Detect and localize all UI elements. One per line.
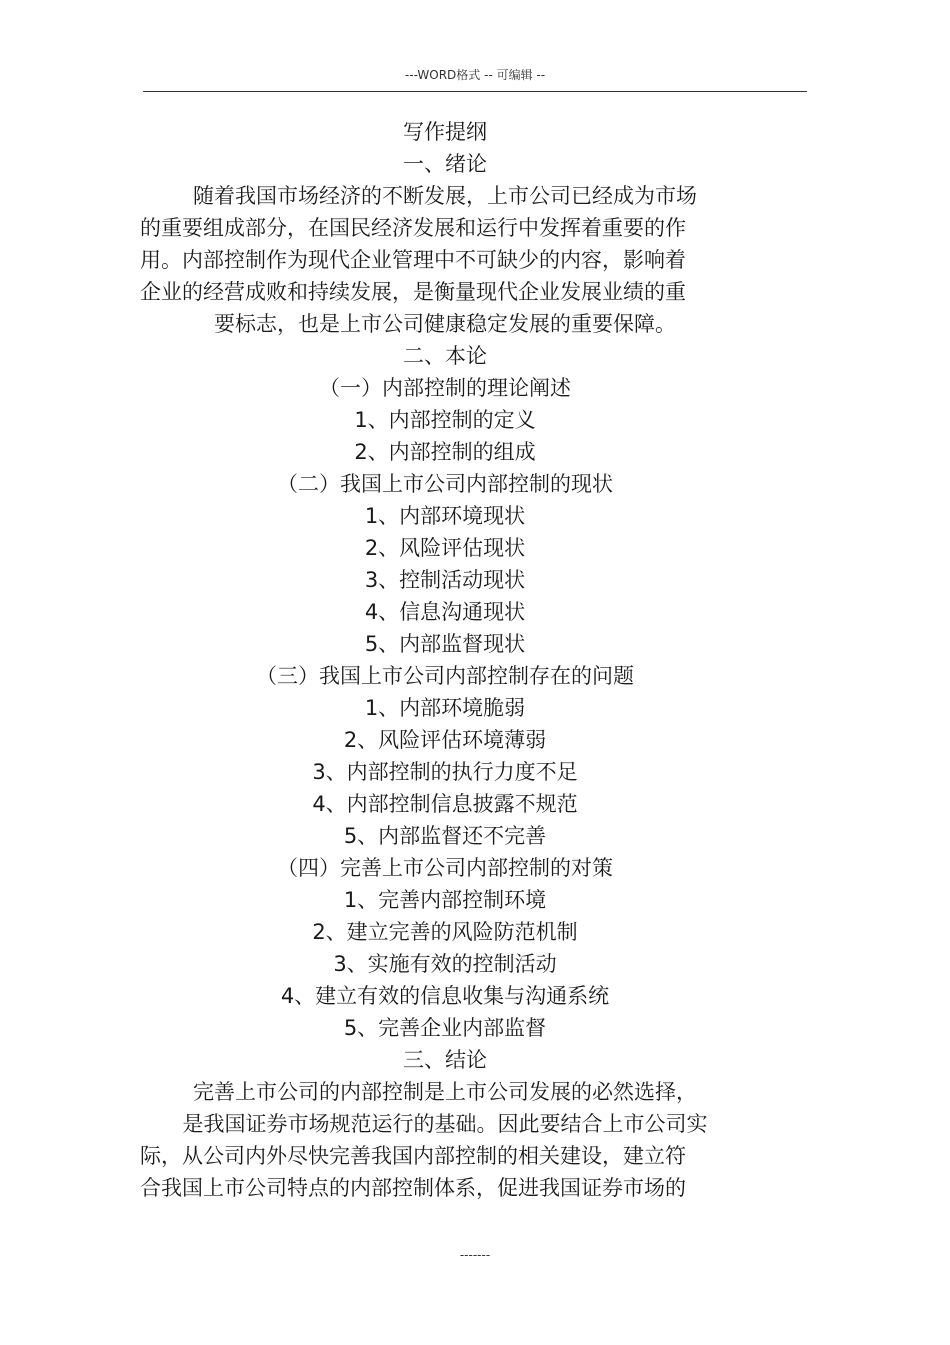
page-footer: ------- xyxy=(459,1248,491,1262)
intro-paragraph-line: 要标志，也是上市公司健康稳定发展的重要保障。 xyxy=(214,312,676,336)
document-title: 写作提纲 xyxy=(403,120,487,144)
outline-item: 4、信息沟通现状 xyxy=(364,600,526,624)
outline-item: 2、风险评估环境薄弱 xyxy=(343,728,547,752)
subsection-heading: （一）内部控制的理论阐述 xyxy=(319,376,571,400)
subsection-heading: （三）我国上市公司内部控制存在的问题 xyxy=(256,664,634,688)
intro-paragraph-line: 的重要组成部分，在国民经济发展和运行中发挥着重要的作 xyxy=(140,216,686,240)
outline-item: 1、内部环境现状 xyxy=(364,504,526,528)
outline-item: 1、完善内部控制环境 xyxy=(343,888,547,912)
section-heading-conclusion: 三、结论 xyxy=(403,1048,487,1072)
section-heading-introduction: 一、绪论 xyxy=(403,152,487,176)
conclusion-paragraph-line: 合我国上市公司特点的内部控制体系，促进我国证券市场的 xyxy=(140,1176,686,1200)
outline-item: 2、建立完善的风险防范机制 xyxy=(312,920,578,944)
intro-paragraph-line: 随着我国市场经济的不断发展，上市公司已经成为市场 xyxy=(193,184,697,208)
section-heading-main-body: 二、本论 xyxy=(403,344,487,368)
outline-item: 1、内部环境脆弱 xyxy=(364,696,526,720)
outline-item: 5、内部监督现状 xyxy=(364,632,526,656)
subsection-heading: （四）完善上市公司内部控制的对策 xyxy=(277,856,613,880)
outline-item: 5、内部监督还不完善 xyxy=(343,824,547,848)
conclusion-paragraph-line: 完善上市公司的内部控制是上市公司发展的必然选择， xyxy=(193,1080,697,1104)
outline-item: 2、风险评估现状 xyxy=(364,536,526,560)
header-rule xyxy=(143,91,807,92)
outline-item: 4、内部控制信息披露不规范 xyxy=(312,792,578,816)
intro-paragraph-line: 企业的经营成败和持续发展，是衡量现代企业发展业绩的重 xyxy=(140,280,686,304)
outline-item: 3、控制活动现状 xyxy=(364,568,526,592)
outline-item: 5、完善企业内部监督 xyxy=(343,1016,547,1040)
outline-item: 1、内部控制的定义 xyxy=(354,408,536,432)
conclusion-paragraph-line: 际，从公司内外尽快完善我国内部控制的相关建设，建立符 xyxy=(140,1144,686,1168)
outline-item: 3、内部控制的执行力度不足 xyxy=(312,760,578,784)
page-header: ---WORD格式 -- 可编辑 -- xyxy=(404,68,546,82)
intro-paragraph-line: 用。内部控制作为现代企业管理中不可缺少的内容，影响着 xyxy=(140,248,686,272)
outline-item: 4、建立有效的信息收集与沟通系统 xyxy=(280,984,610,1008)
outline-item: 2、内部控制的组成 xyxy=(354,440,536,464)
outline-item: 3、实施有效的控制活动 xyxy=(333,952,557,976)
conclusion-paragraph-line: 是我国证券市场规范运行的基础。因此要结合上市公司实 xyxy=(182,1112,708,1136)
subsection-heading: （二）我国上市公司内部控制的现状 xyxy=(277,472,613,496)
